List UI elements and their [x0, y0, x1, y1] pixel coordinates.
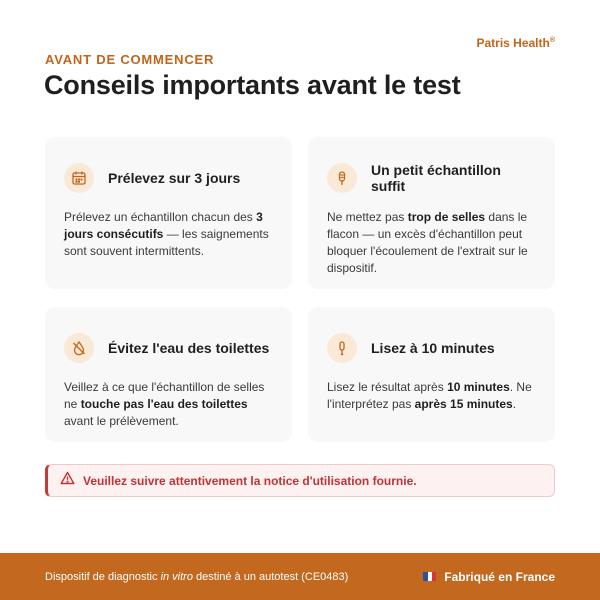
tip-card-avoid-water: [45, 307, 292, 442]
card-title: Lisez à 10 minutes: [371, 340, 495, 356]
emphasis-text: trop de selles: [407, 210, 486, 224]
tip-card-read-time: [308, 307, 555, 442]
calendar-icon: [64, 163, 94, 193]
made-in-label: Fabriqué en France: [444, 569, 555, 584]
card-title: Évitez l'eau des toilettes: [108, 340, 270, 356]
france-flag-icon: [423, 572, 436, 581]
made-in-france: [423, 570, 555, 584]
timer-stick-icon: [327, 333, 357, 363]
sample-stick-icon: [327, 163, 357, 193]
brand-registered-mark: ®: [549, 37, 555, 44]
body-text: . Ne l'interprétez pas: [327, 380, 532, 411]
emphasis-text: touche pas l'eau des toilettes: [80, 397, 248, 411]
body-text: Ne mettez pas: [327, 210, 408, 224]
body-text: Lisez le résultat après: [327, 380, 448, 394]
card-title: Un petit échantillon suffit: [371, 162, 501, 194]
footer-disclaimer-italic: in vitro: [160, 570, 193, 583]
footer-disclaimer-suffix: destiné à un autotest (CE0483): [192, 570, 349, 583]
warning-banner: [45, 464, 555, 497]
body-text: dans le flacon — un excès d'échantillon peut bloquer l'écoulement de l'extrait sur le dispositif.: [327, 210, 528, 275]
card-body: [327, 209, 535, 277]
page-title: Conseils importants avant le test: [44, 70, 461, 100]
footer-disclaimer: [45, 571, 348, 583]
section-eyebrow: AVANT DE COMMENCER: [45, 52, 215, 67]
body-text: — les saignements sont souvent intermittents.: [64, 227, 269, 258]
warning-triangle-icon: [60, 471, 75, 490]
tip-card-small-sample: [308, 137, 555, 289]
tip-card-three-days: [45, 137, 292, 289]
body-text: avant le prélèvement.: [64, 414, 179, 428]
no-water-drop-icon: [64, 333, 94, 363]
card-body: [327, 379, 535, 413]
emphasis-text: 3 jours consécutifs: [64, 210, 263, 241]
body-text: Prélevez un échantillon chacun des: [64, 210, 257, 224]
card-body: [64, 209, 272, 260]
body-text: Veillez à ce que l'échantillon de selles ne: [64, 380, 265, 411]
footer-disclaimer-prefix: Dispositif de diagnostic: [45, 570, 161, 583]
emphasis-text: après 15 minutes: [414, 397, 513, 411]
warning-text: Veuillez suivre attentivement la notice d'utilisation fournie.: [83, 473, 417, 488]
brand-logo: [476, 36, 555, 50]
body-text: .: [512, 397, 517, 411]
brand-name: Patris Health: [476, 36, 550, 50]
card-body: [64, 379, 272, 430]
footer: [0, 553, 600, 600]
card-title: Prélevez sur 3 jours: [108, 170, 241, 186]
emphasis-text: 10 minutes: [447, 380, 510, 394]
